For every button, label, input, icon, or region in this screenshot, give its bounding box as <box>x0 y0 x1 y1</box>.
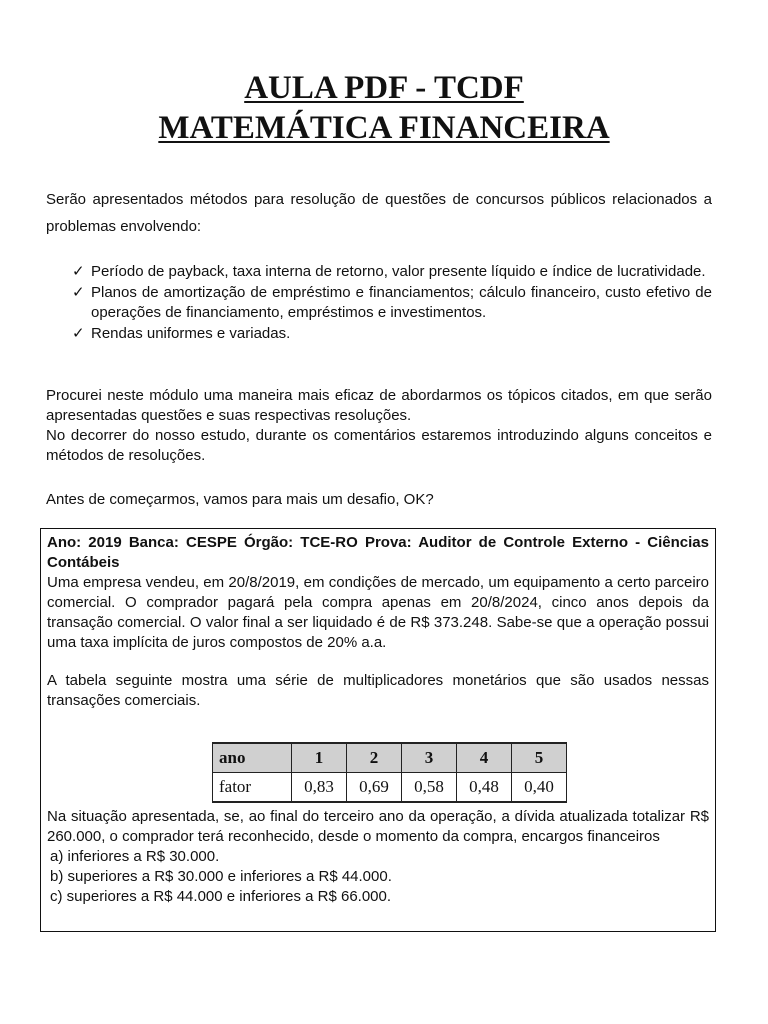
paragraph-method: Procurei neste módulo uma maneira mais eficaz de abordarmos os tópicos citados, em que serão apresentadas questões e suas respectivas resoluções. <box>46 387 712 424</box>
table-header-row <box>213 743 567 773</box>
checkmark-icon: ✓ <box>72 325 85 342</box>
table-year-cell: 2 <box>347 743 402 773</box>
table-header-label: ano <box>213 743 292 773</box>
multiplier-table <box>212 742 567 803</box>
table-year-cell: 4 <box>457 743 512 773</box>
challenge-text: Antes de começarmos, vamos para mais um desafio, OK? <box>46 491 434 508</box>
body-paragraphs <box>46 386 712 466</box>
list-item: ✓ Planos de amortização de empréstimo e financiamentos; cálculo financeiro, custo efetivo de operações de financiamento, empréstimos e investimentos. <box>72 284 712 321</box>
table-year-cell: 3 <box>402 743 457 773</box>
table-row <box>213 773 567 803</box>
list-item: ✓ Rendas uniformes e variadas. <box>72 325 291 342</box>
question-prompt: Na situação apresentada, se, ao final do terceiro ano da operação, a dívida atualizada totalizar R$ 260.000, o comprador terá reconhecido, desde o momento da compra, encargos financeiros <box>47 808 709 845</box>
table-year-cell: 5 <box>512 743 567 773</box>
table-factor-cell: 0,40 <box>512 773 567 803</box>
table-factor-cell: 0,48 <box>457 773 512 803</box>
table-factor-cell: 0,69 <box>347 773 402 803</box>
checkmark-icon: ✓ <box>72 263 85 280</box>
checkmark-icon: ✓ <box>72 284 85 301</box>
topics-list <box>72 262 712 345</box>
table-row-label: fator <box>213 773 292 803</box>
page-title-line-1: AULA PDF - TCDF <box>244 70 524 106</box>
table-factor-cell: 0,83 <box>292 773 347 803</box>
answer-option-b: b) superiores a R$ 30.000 e inferiores a R$ 44.000. <box>50 868 392 885</box>
paragraph-study: No decorrer do nosso estudo, durante os comentários estaremos introduzindo alguns conceitos e métodos de resoluções. <box>46 427 712 464</box>
answer-option-c: c) superiores a R$ 44.000 e inferiores a R$ 66.000. <box>50 888 392 905</box>
intro-paragraph: Serão apresentados métodos para resolução de questões de concursos públicos relacionados a problemas envolvendo: <box>46 191 712 235</box>
question-statement: Uma empresa vendeu, em 20/8/2019, em condições de mercado, um equipamento a certo parceiro comercial. O comprador pagará pela compra apenas em 20/8/2024, cinco anos depois da transação comercial. O valor final a ser liquidado é de R$ 373.248. Sabe-se que a operação possui uma taxa implícita de juros compostos de 20% a.a. <box>47 574 709 651</box>
question-header: Ano: 2019 Banca: CESPE Órgão: TCE-RO Prova: Auditor de Controle Externo - Ciências Contábeis <box>47 534 709 571</box>
page-title-line-2: MATEMÁTICA FINANCEIRA <box>158 110 610 146</box>
list-item: ✓ Período de payback, taxa interna de retorno, valor presente líquido e índice de lucratividade. <box>72 263 706 280</box>
table-intro: A tabela seguinte mostra uma série de multiplicadores monetários que são usados nessas transações comerciais. <box>47 672 709 709</box>
table-year-cell: 1 <box>292 743 347 773</box>
table-factor-cell: 0,58 <box>402 773 457 803</box>
answer-option-a: a) inferiores a R$ 30.000. <box>50 848 220 865</box>
question-box <box>40 528 716 932</box>
